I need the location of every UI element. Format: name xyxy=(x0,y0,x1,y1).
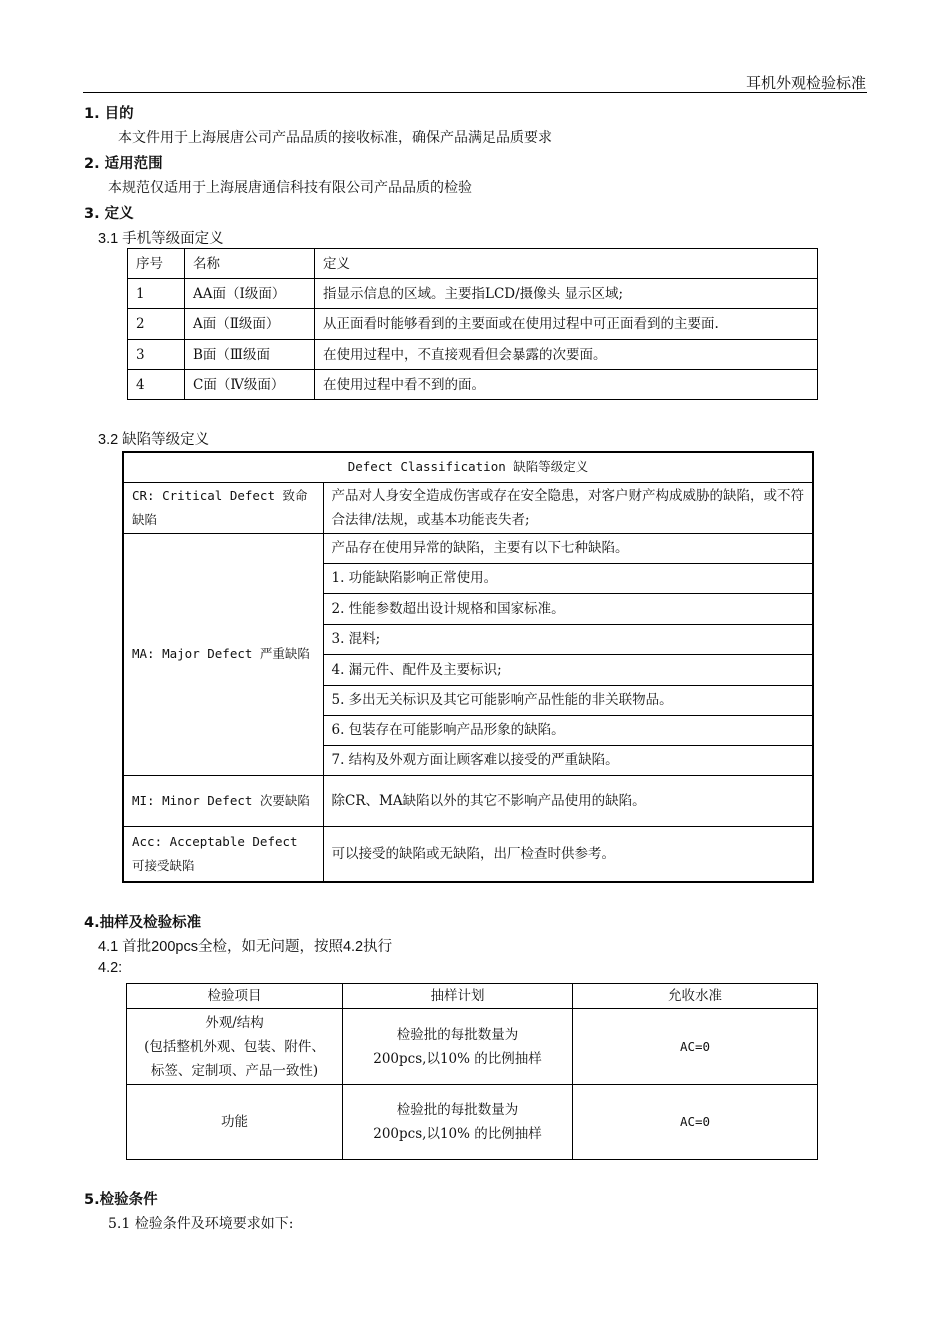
ma-item: 1. 功能缺陷影响正常使用。 xyxy=(323,563,813,593)
plan-cell xyxy=(343,1009,573,1085)
mi-description: 除CR、MA缺陷以外的其它不影响产品使用的缺陷。 xyxy=(323,775,813,826)
item-cell xyxy=(127,1085,343,1160)
row-no: 3 xyxy=(128,340,185,370)
ma-item: 产品存在使用异常的缺陷，主要有以下七种缺陷。 xyxy=(323,533,813,563)
ma-item: 4. 漏元件、配件及主要标识; xyxy=(323,654,813,685)
ma-item: 3. 混料; xyxy=(323,624,813,654)
item-line: 功能 xyxy=(221,1114,248,1130)
row-no: 4 xyxy=(128,370,185,400)
ma-item: 6. 包装存在可能影响产品形象的缺陷。 xyxy=(323,715,813,745)
plan-line: 200pcs,以10% 的比例抽样 xyxy=(373,1126,542,1142)
section-1-text: 本文件用于上海展唐公司产品品质的接收标准，确保产品满足品质要求 xyxy=(118,130,552,146)
acc-description: 可以接受的缺陷或无缺陷，出厂检查时供参考。 xyxy=(323,826,813,882)
level-cell: AC=0 xyxy=(573,1009,818,1085)
defect-table-title-row xyxy=(123,452,813,482)
plan-line: 200pcs,以10% 的比例抽样 xyxy=(373,1050,542,1067)
table-row xyxy=(128,309,818,340)
row-no: 1 xyxy=(128,279,185,309)
defect-classification-table xyxy=(122,451,814,883)
plan-line: 检验批的每批数量为 xyxy=(396,1102,519,1118)
row-name: AA面（Ⅰ级面） xyxy=(185,279,315,309)
item-line: 标签、定制项、产品一致性) xyxy=(150,1062,319,1079)
section-1-heading: 1. 目的 xyxy=(84,106,134,122)
defect-row-acc xyxy=(123,826,813,882)
page-header-title: 耳机外观检验标准 xyxy=(745,74,866,92)
section-4-1-text: 4.1 首批200pcs全检，如无问题，按照4.2执行 xyxy=(98,939,393,955)
row-name: B面（Ⅲ级面 xyxy=(185,340,315,370)
table-row xyxy=(128,279,818,309)
table-row xyxy=(128,340,818,370)
col-header-definition: 定义 xyxy=(315,249,818,279)
row-definition: 从正面看时能够看到的主要面或在使用过程中可正面看到的主要面. xyxy=(315,309,818,340)
section-4-2-label: 4.2: xyxy=(98,960,123,976)
defect-row-cr xyxy=(123,482,813,533)
table-header-row xyxy=(128,249,818,279)
cr-description: 产品对人身安全造成伤害或存在安全隐患，对客户财产构成威胁的缺陷，或不符合法律/法规，或基本功能丧失者; xyxy=(323,482,813,533)
row-name: C面（Ⅳ级面） xyxy=(185,370,315,400)
col-header-plan: 抽样计划 xyxy=(343,984,573,1009)
section-3-2-heading: 3.2 缺陷等级定义 xyxy=(98,432,210,448)
defect-row-ma xyxy=(123,533,813,563)
section-2-text: 本规范仅适用于上海展唐通信科技有限公司产品品质的检验 xyxy=(108,180,472,196)
section-2-heading: 2. 适用范围 xyxy=(84,156,163,172)
cr-label: CR: Critical Defect 致命缺陷 xyxy=(123,482,323,533)
section-5-1-text: 5.1 检验条件及环境要求如下: xyxy=(108,1216,294,1232)
defect-row-mi xyxy=(123,775,813,826)
row-definition: 在使用过程中，不直接观看但会暴露的次要面。 xyxy=(315,340,818,370)
acc-label: Acc: Acceptable Defect 可接受缺陷 xyxy=(123,826,323,882)
col-header-item: 检验项目 xyxy=(127,984,343,1009)
ma-item: 5. 多出无关标识及其它可能影响产品性能的非关联物品。 xyxy=(323,685,813,715)
row-definition: 指显示信息的区域。主要指LCD/摄像头 显示区域; xyxy=(315,279,818,309)
row-no: 2 xyxy=(128,309,185,340)
ma-label: MA: Major Defect 严重缺陷 xyxy=(123,533,323,775)
level-cell: AC=0 xyxy=(573,1085,818,1160)
section-3-heading: 3. 定义 xyxy=(84,206,134,222)
defect-table-title: Defect Classification 缺陷等级定义 xyxy=(123,452,813,482)
item-line: 外观/结构 xyxy=(205,1014,264,1031)
section-4-heading: 4.抽样及检验标准 xyxy=(84,915,202,931)
col-header-no: 序号 xyxy=(128,249,185,279)
ma-item: 2. 性能参数超出设计规格和国家标准。 xyxy=(323,593,813,624)
plan-line: 检验批的每批数量为 xyxy=(396,1026,519,1043)
col-header-level: 允收水准 xyxy=(573,984,818,1009)
surface-grade-table xyxy=(127,248,818,400)
section-5-heading: 5.检验条件 xyxy=(84,1192,158,1208)
plan-cell xyxy=(343,1085,573,1160)
item-cell xyxy=(127,1009,343,1085)
table-row xyxy=(128,370,818,400)
table-row xyxy=(127,1009,818,1085)
header-rule xyxy=(83,92,867,93)
row-name: A面（Ⅱ级面） xyxy=(185,309,315,340)
section-3-1-heading: 3.1 手机等级面定义 xyxy=(98,231,224,247)
ma-item: 7. 结构及外观方面让顾客难以接受的严重缺陷。 xyxy=(323,745,813,775)
table-row xyxy=(127,1085,818,1160)
col-header-name: 名称 xyxy=(185,249,315,279)
table-header-row xyxy=(127,984,818,1009)
row-definition: 在使用过程中看不到的面。 xyxy=(315,370,818,400)
mi-label: MI: Minor Defect 次要缺陷 xyxy=(123,775,323,826)
sampling-table xyxy=(126,983,818,1160)
item-line: (包括整机外观、包装、附件、 xyxy=(144,1038,325,1055)
